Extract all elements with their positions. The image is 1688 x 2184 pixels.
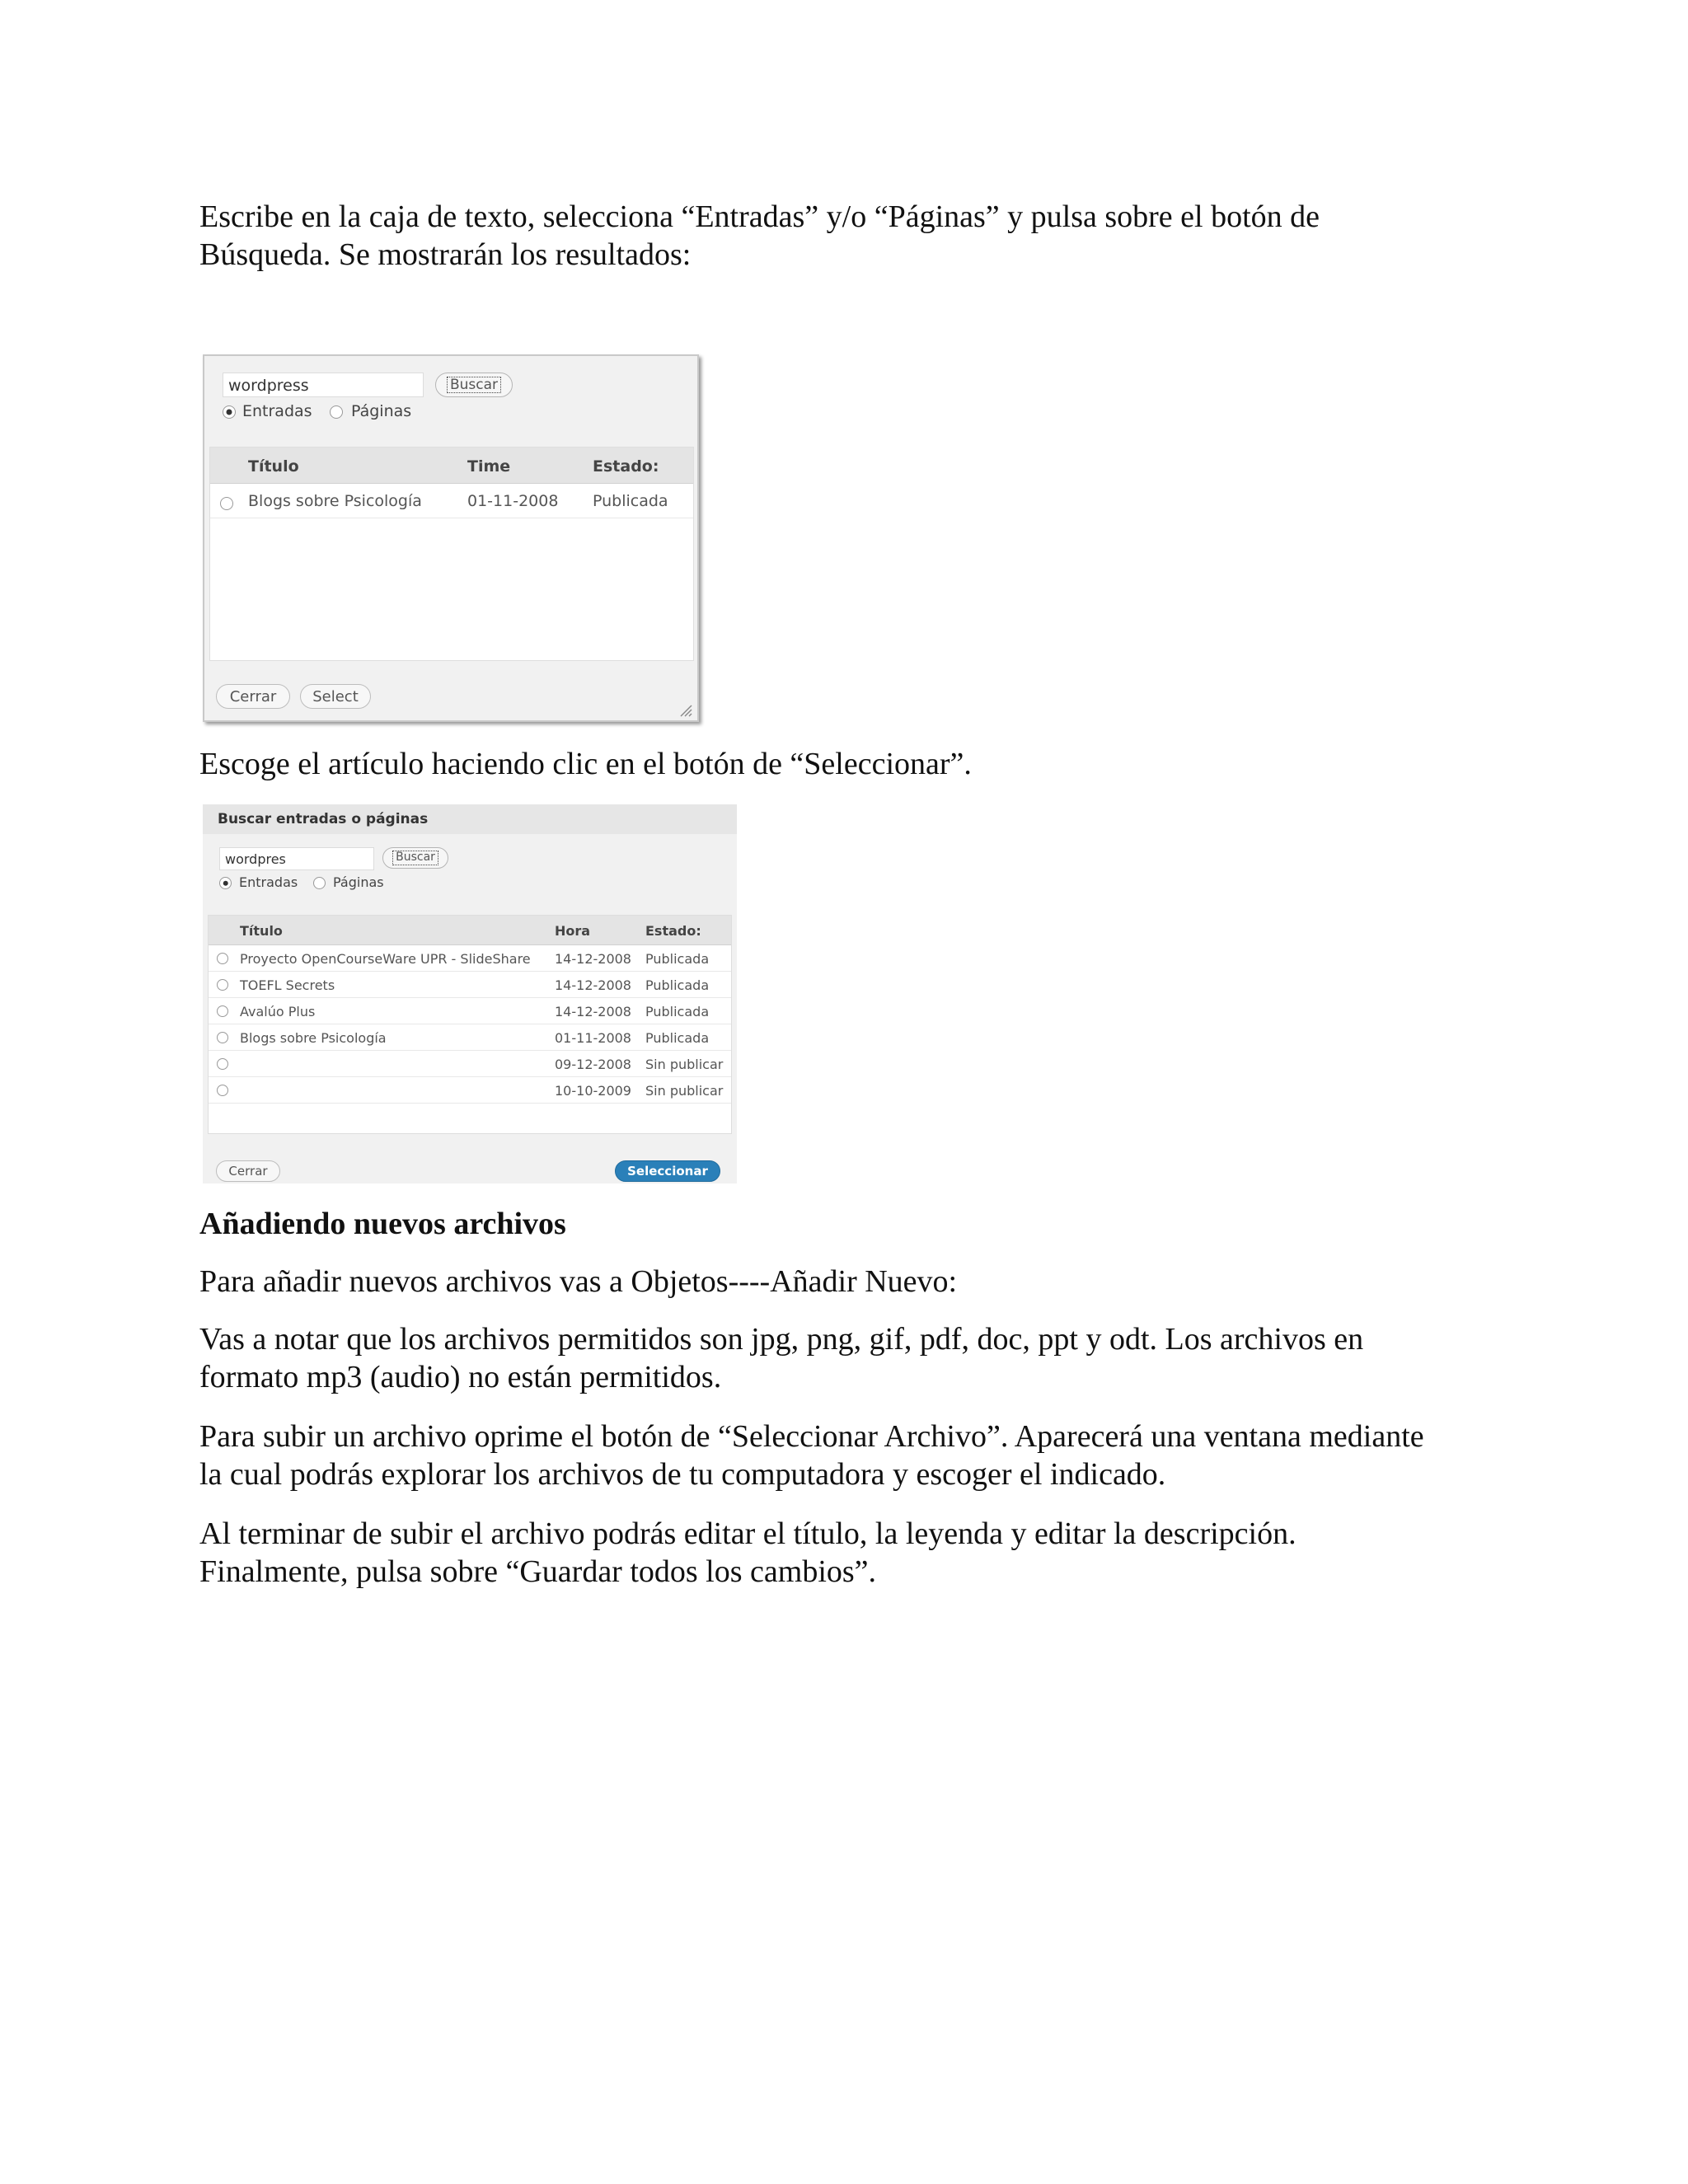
column-header-time: Time — [467, 457, 511, 476]
row-radio[interactable] — [220, 497, 233, 510]
entradas-label: Entradas — [242, 402, 312, 420]
row-date: 14-12-2008 — [555, 951, 631, 967]
table-header — [209, 916, 731, 945]
paragraph-add-files: Para añadir nuevos archivos vas a Objetos----Añadir Nuevo: — [199, 1264, 958, 1299]
row-radio[interactable] — [217, 1005, 228, 1017]
row-date: 09-12-2008 — [555, 1057, 631, 1072]
search-input[interactable]: wordpres — [219, 847, 374, 870]
search-dialog-2 — [203, 804, 737, 1183]
paragraph-upload-file: Para subir un archivo oprime el botón de “Seleccionar Archivo”. Aparecerá una ventana mediante la cual podrás explorar los archivos de tu computadora y escoger el indicado. — [199, 1419, 1424, 1492]
column-header-titulo: Título — [240, 923, 283, 939]
row-status: Sin publicar — [645, 1083, 724, 1099]
instruction-paragraph-select: Escoge el artículo haciendo clic en el botón de “Seleccionar”. — [199, 747, 972, 781]
row-status: Sin publicar — [645, 1057, 724, 1072]
seleccionar-button[interactable]: Seleccionar — [615, 1160, 720, 1182]
results-table — [208, 915, 732, 1134]
search-button[interactable] — [435, 373, 513, 397]
entradas-label: Entradas — [239, 874, 298, 890]
instruction-paragraph-search: Escribe en la caja de texto, selecciona “Entradas” y/o “Páginas” y pulsa sobre el botón de Búsqueda. Se mostrarán los resultados: — [199, 199, 1320, 272]
dialog-title: Buscar entradas o páginas — [203, 804, 737, 834]
column-header-hora: Hora — [555, 923, 591, 939]
row-radio[interactable] — [217, 1058, 228, 1070]
paragraph-allowed-files: Vas a notar que los archivos permitidos son jpg, png, gif, pdf, doc, ppt y odt. Los archivos en formato mp3 (audio) no están permitidos. — [199, 1322, 1364, 1394]
table-row[interactable] — [209, 998, 731, 1024]
entradas-radio[interactable] — [223, 405, 236, 419]
select-button[interactable]: Select — [300, 684, 371, 709]
row-status: Publicada — [593, 492, 668, 510]
row-title: TOEFL Secrets — [240, 977, 335, 993]
paginas-radio[interactable] — [313, 877, 326, 889]
column-header-estado: Estado: — [645, 923, 701, 939]
row-status: Publicada — [645, 1030, 710, 1046]
search-input[interactable]: wordpress — [223, 373, 424, 397]
row-date: 14-12-2008 — [555, 1004, 631, 1019]
row-title: Blogs sobre Psicología — [248, 492, 422, 510]
row-date: 01-11-2008 — [555, 1030, 631, 1046]
row-status: Publicada — [645, 951, 710, 967]
table-row[interactable] — [209, 1024, 731, 1051]
table-header — [210, 448, 693, 484]
row-date: 10-10-2009 — [555, 1083, 631, 1099]
column-header-titulo: Título — [248, 457, 299, 476]
section-heading: Añadiendo nuevos archivos — [199, 1207, 566, 1241]
row-title: Avalúo Plus — [240, 1004, 316, 1019]
row-title: Blogs sobre Psicología — [240, 1030, 387, 1046]
row-title: Proyecto OpenCourseWare UPR - SlideShare — [240, 951, 531, 967]
resize-grip-icon[interactable] — [679, 704, 692, 717]
paginas-radio[interactable] — [330, 405, 343, 419]
row-time: 01-11-2008 — [467, 492, 559, 510]
search-button-label: Buscar — [447, 377, 501, 394]
entradas-radio[interactable] — [219, 877, 232, 889]
search-dialog-1 — [203, 354, 699, 722]
paginas-label: Páginas — [333, 874, 384, 890]
table-row[interactable] — [210, 484, 693, 518]
table-row[interactable] — [209, 972, 731, 998]
search-button-label: Buscar — [392, 851, 438, 865]
results-table — [209, 447, 694, 661]
paragraph-edit-save: Al terminar de subir el archivo podrás editar el título, la leyenda y editar la descripción. Finalmente, pulsa sobre “Guardar todos los cambios”. — [199, 1516, 1296, 1589]
table-row[interactable] — [209, 1051, 731, 1077]
row-radio[interactable] — [217, 979, 228, 991]
column-header-estado: Estado: — [593, 457, 659, 476]
close-button[interactable]: Cerrar — [216, 684, 290, 709]
paginas-label: Páginas — [351, 402, 412, 420]
table-row[interactable] — [209, 945, 731, 972]
row-radio[interactable] — [217, 1032, 228, 1043]
row-radio[interactable] — [217, 1085, 228, 1096]
row-date: 14-12-2008 — [555, 977, 631, 993]
search-button[interactable] — [382, 847, 448, 869]
row-radio[interactable] — [217, 953, 228, 964]
table-row[interactable] — [209, 1077, 731, 1104]
close-button[interactable]: Cerrar — [216, 1160, 280, 1182]
row-status: Publicada — [645, 977, 710, 993]
row-status: Publicada — [645, 1004, 710, 1019]
